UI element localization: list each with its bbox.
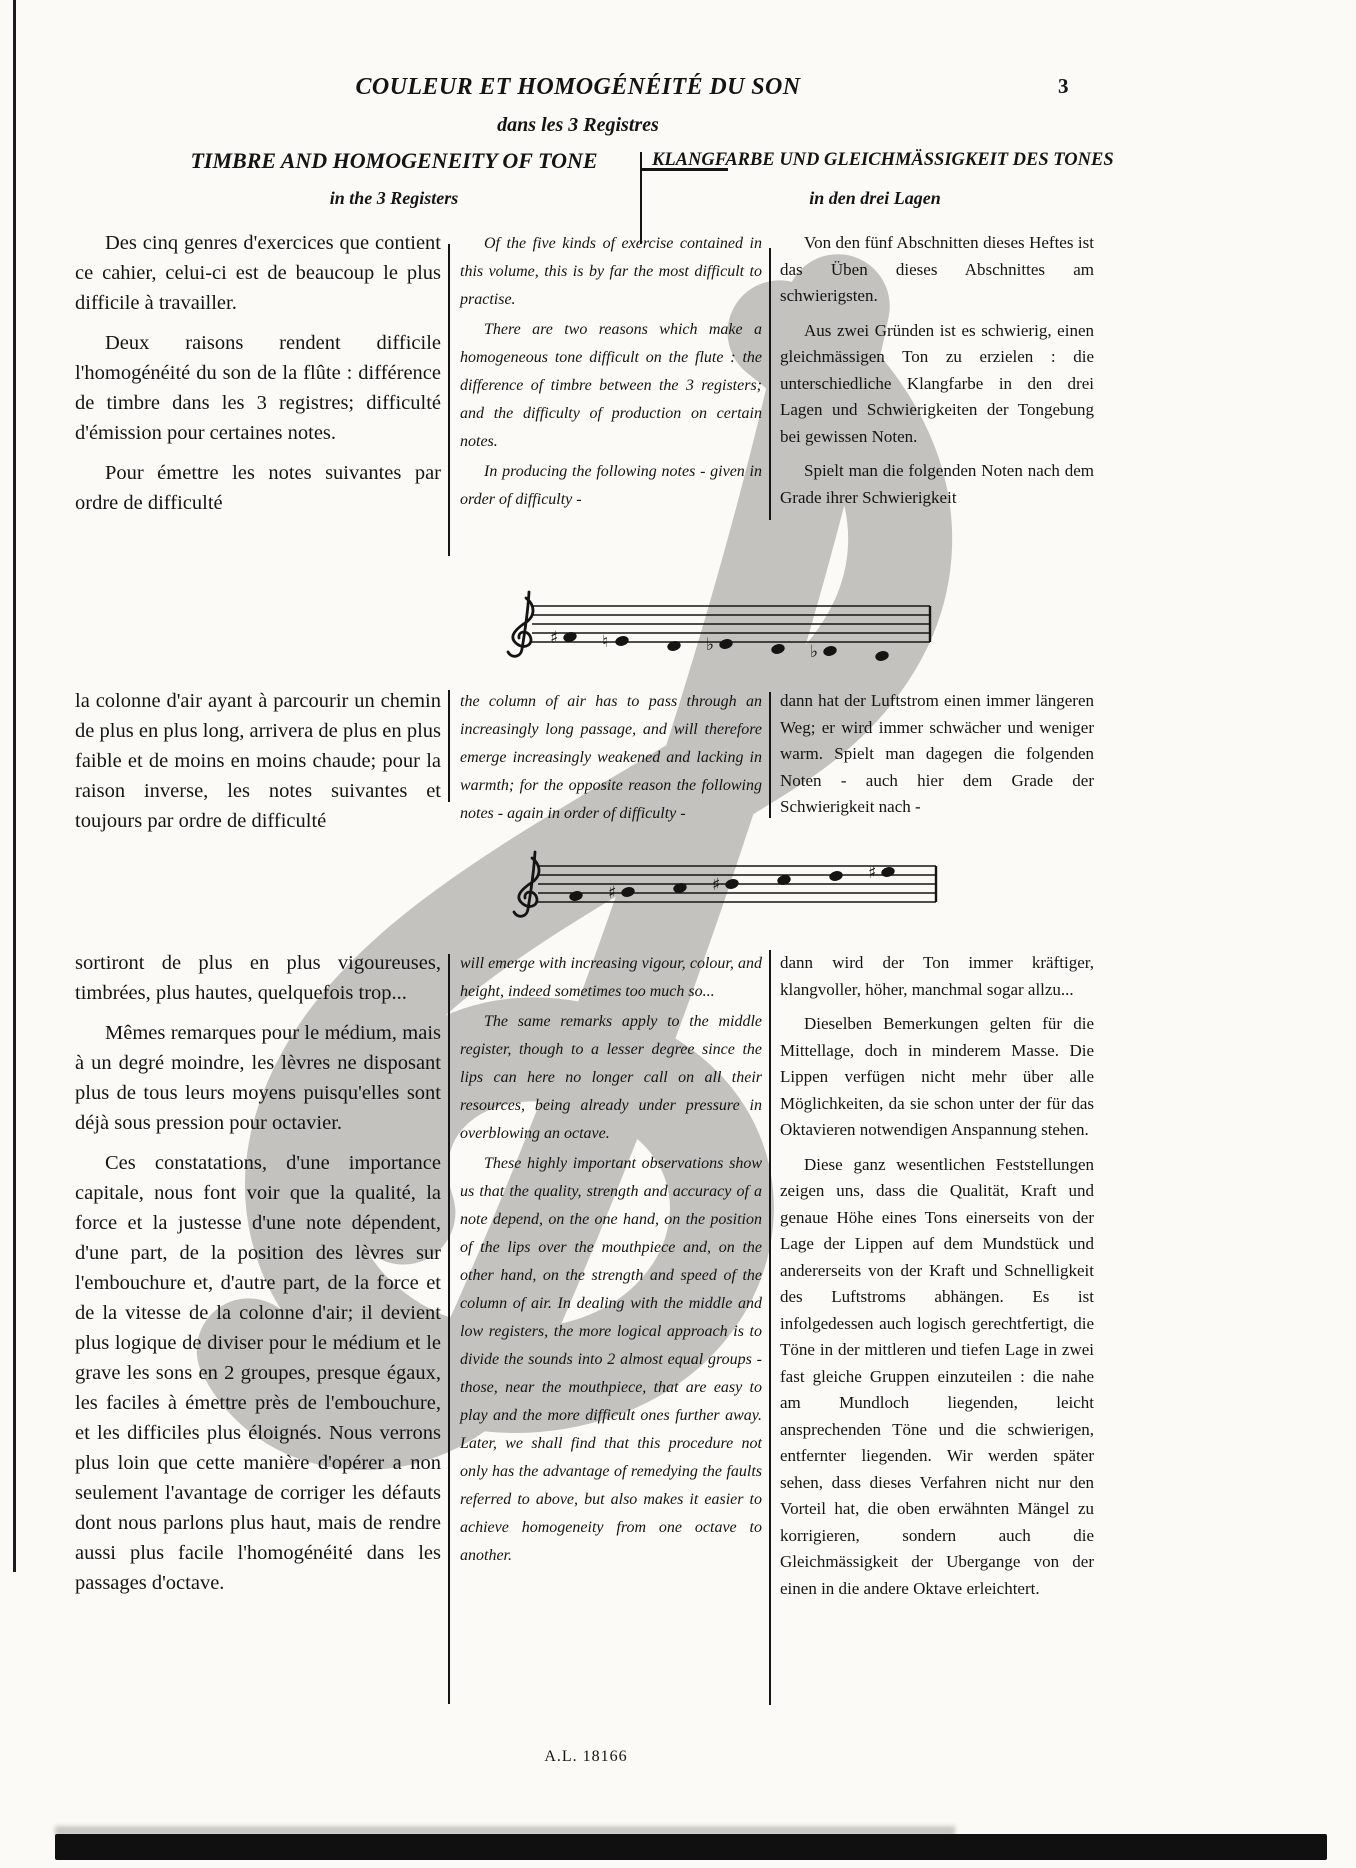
staff-svg	[492, 586, 940, 676]
paragraph: dann hat der Luftstrom einen immer längeren Weg; er wird immer schwächer und weniger warm. Spielt man dagegen die folgenden Noten - auch hier dem Grade der Schwierigkeit nach -	[780, 691, 1094, 816]
paragraph: Diese ganz wesentlichen Feststellungen zeigen uns, dass die Qualität, Kraft und genaue Höhe eines Tons einerseits von der Lage der Lippen auf dem Mundstück und andererseits von der Kraft und Schnelligkeit des Luftstroms abhängen. Es ist infolgedessen auch logisch gerechtfertigt, die Töne in der mittleren und tiefen Lage in zwei fast gleiche Gruppen einzuteilen : die nahe am Mundloch liegenden, leicht ansprechenden Töne und die schwierigen, entfernter liegenden. Wir werden später sehen, dass dieses Verfahren nicht nur den Vorteil hat, die oben erwähnten Mängel zu korrigieren, sondern auch die Gleichmässigkeit der Ubergange von der einen in die andere Oktave erleichtert.	[780, 1154, 1094, 1598]
scan-bottom-bar	[55, 1834, 1327, 1860]
note-head	[828, 870, 844, 883]
accidental: ♯	[608, 883, 617, 903]
paragraph: The same remarks apply to the middle register, though to a lesser degree since the lips can here no longer call on all their resources, being already under pressure in overblowing an octave.	[460, 1013, 762, 1142]
column-divider	[448, 690, 450, 802]
column-divider	[448, 244, 450, 556]
column-divider	[769, 692, 771, 818]
paragraph: There are two reasons which make a homogeneous tone difficult on the flute : the difference of timbre between the 3 registers; and the difficulty of production on certain notes.	[460, 321, 762, 450]
middle-english-column	[460, 688, 762, 830]
column-divider	[769, 950, 771, 1705]
treble-clef-icon	[508, 592, 533, 656]
page-title: COULEUR ET HOMOGÉNÉITÉ DU SON	[355, 74, 801, 100]
paragraph: Von den fünf Abschnitten dieses Heftes ist das Üben dieses Abschnittes am schwierigsten.	[780, 233, 1094, 305]
paragraph: Des cinq genres d'exercices que contient ce cahier, celui-ci est de beaucoup le plus difficile à travailler.	[75, 232, 441, 314]
note-head	[770, 643, 786, 656]
header-english-title: TIMBRE AND HOMOGENEITY OF TONE	[190, 148, 598, 173]
middle-french-column	[75, 686, 441, 842]
intro-french-column	[75, 228, 441, 524]
paragraph: Ces constatations, d'une importance capitale, nous font voir que la qualité, la force et la justesse d'une note dépendent, d'une part, de la position des lèvres sur l'embouchure et, d'autre part, de la force et de la vitesse de la colonne d'air; il devient plus logique de diviser pour le médium et le grave les sons en 2 groupes, presque égaux, les faciles à émettre près de l'embouchure, et les difficiles plus éloignés. Nous verrons plus loin que cette manière d'opérer a non seulement l'avantage de corriger les défauts dont nous parlons plus haut, mais de rendre aussi plus facile l'homogénéité dans les passages d'octave.	[75, 1152, 441, 1594]
note-head	[822, 645, 838, 658]
note-head	[718, 638, 734, 651]
accidental: ♯	[868, 863, 877, 883]
intro-german-column	[780, 230, 1094, 519]
plate-number: A.L. 18166	[544, 1748, 628, 1765]
paragraph: Spielt man die folgenden Noten nach dem Grade ihrer Schwierigkeit	[780, 461, 1094, 507]
staff-svg	[498, 846, 946, 936]
page-number: 3	[1058, 74, 1069, 98]
paragraph: Aus zwei Gründen ist es schwierig, einen gleichmässigen Ton zu erzielen : die unterschiedliche Klangfarbe in den drei Lagen und Schwierigkeiten der Tongebung bei gewissen Noten.	[780, 320, 1094, 446]
header-german-subtitle: in den drei Lagen	[809, 188, 941, 208]
music-staff-ascending	[498, 846, 946, 941]
note-head	[568, 890, 584, 903]
note-head	[620, 886, 636, 899]
music-staff-descending	[492, 586, 940, 681]
paragraph: These highly important observations show us that the quality, strength and accuracy of a note depend, on the one hand, on the position of the lips over the mouthpiece and, on the other hand, on the strength and speed of the column of air. In dealing with the middle and low registers, the more logical approach is to divide the sounds into 2 almost equal groups - those, near the mouthpiece, that are easy to play and the more difficult ones further away. Later, we shall find that this procedure not only has the advantage of remedying the faults referred to above, but also makes it easier to achieve homogeneity from one octave to another.	[460, 1155, 762, 1564]
treble-clef-icon	[514, 852, 539, 916]
paragraph: Pour émettre les notes suivantes par ordre de difficulté	[75, 462, 441, 514]
lower-french-column	[75, 948, 441, 1604]
paragraph: Deux raisons rendent difficile l'homogénéité du son de la flûte : différence de timbre dans les 3 registres; difficulté d'émission pour certaines notes.	[75, 332, 441, 444]
header-english-subtitle: in the 3 Registers	[329, 188, 459, 208]
paragraph: will emerge with increasing vigour, colour, and height, indeed sometimes too much so...	[460, 955, 762, 1000]
paragraph: In producing the following notes - given in order of difficulty -	[460, 463, 762, 508]
accidental: ♭	[810, 642, 819, 662]
paragraph: la colonne d'air ayant à parcourir un chemin de plus en plus long, arrivera de plus en plus faible et de moins en moins chaude; pour la raison inverse, les notes suivantes et toujours par ordre de difficulté	[75, 690, 441, 832]
column-divider	[448, 954, 450, 1704]
header-german-title: KLANGFARBE UND GLEICHMÄSSIGKEIT DES TONES	[652, 150, 1114, 170]
middle-german-column	[780, 688, 1094, 829]
page-subtitle: dans les 3 Registres	[497, 114, 659, 136]
accidental: ♯	[550, 628, 559, 648]
accidental: ♯	[712, 875, 721, 895]
note-head	[874, 650, 890, 663]
lower-german-column	[780, 950, 1094, 1610]
paragraph: sortiront de plus en plus vigoureuses, timbrées, plus hautes, quelquefois trop...	[75, 952, 441, 1004]
scan-edge-line	[13, 0, 16, 1572]
column-divider	[769, 248, 771, 520]
paragraph: Mêmes remarques pour le médium, mais à un degré moindre, les lèvres ne disposant plus de tous leurs moyens puisqu'elles sont déjà sous pression pour octavier.	[75, 1022, 441, 1134]
lower-english-column	[460, 950, 762, 1572]
paragraph: Of the five kinds of exercise contained in this volume, this is by far the most difficult to practise.	[460, 235, 762, 308]
note-head	[724, 878, 740, 891]
note-head	[614, 635, 630, 648]
accidental: ♭	[706, 635, 715, 655]
note-head	[880, 866, 896, 879]
paragraph: dann wird der Ton immer kräftiger, klangvoller, höher, manchmal sogar allzu...	[780, 953, 1094, 999]
intro-english-column	[460, 230, 762, 516]
paragraph: the column of air has to pass through an increasingly long passage, and will therefore emerge increasingly weakened and lacking in warmth; for the opposite reason the following notes - again in order of difficulty -	[460, 693, 762, 822]
paragraph: Dieselben Bemerkungen gelten für die Mittellage, doch in minderem Masse. Die Lippen verfügen nicht mehr über alle Möglichkeiten, da sie schon unter der für das Oktavieren notwendigen Anspannung stehen.	[780, 1014, 1094, 1139]
accidental: ♮	[602, 632, 609, 652]
